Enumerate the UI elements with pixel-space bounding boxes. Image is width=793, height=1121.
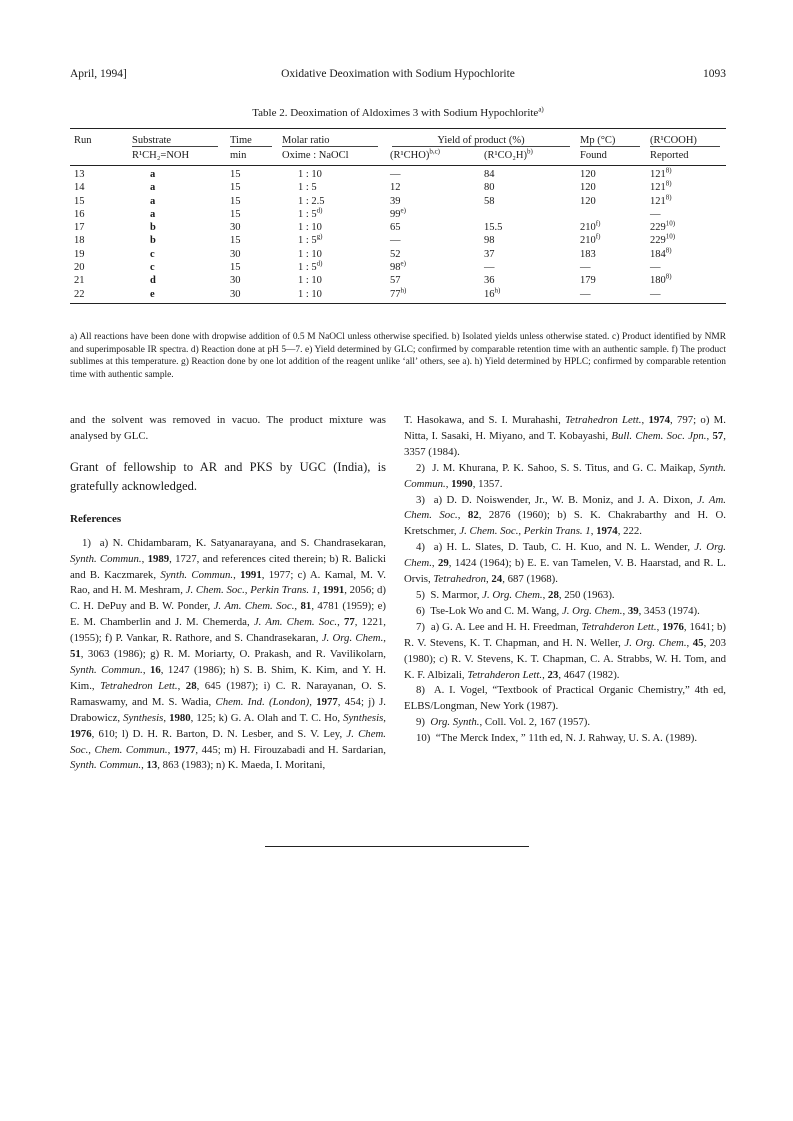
cell-mp-reported-footnote: 8) (665, 179, 672, 188)
cell-acid-yield-footnote: h) (494, 286, 501, 295)
cell-run (70, 274, 128, 287)
cell-substrate-value: d (150, 275, 156, 287)
table-header-row-1 (70, 129, 726, 149)
cell-aldehyde-yield (386, 261, 480, 274)
col-mp (576, 129, 646, 149)
col-found: Found (576, 148, 646, 166)
cell-aldehyde-yield-value: 98 (390, 262, 401, 274)
cell-acid-yield (480, 181, 576, 194)
cell-aldehyde-yield-footnote: h) (400, 286, 407, 295)
table-row (70, 195, 726, 208)
cell-substrate-value: c (150, 262, 155, 274)
cell-mp-reported-value: — (650, 262, 661, 274)
cell-substrate (128, 166, 226, 182)
cell-mp-reported-footnote: 8) (665, 166, 672, 175)
end-rule (265, 846, 529, 847)
col-time-unit: min (226, 148, 278, 166)
cell-aldehyde-yield (386, 221, 480, 234)
cell-mp-found-footnote: f) (595, 232, 601, 241)
cell-mp-reported (646, 221, 726, 234)
right-column (404, 413, 726, 747)
cell-run-value: 20 (74, 262, 85, 274)
cell-substrate (128, 274, 226, 287)
data-table (70, 128, 726, 304)
col-cho-sup: b,c) (429, 147, 441, 156)
cell-mp-found (576, 248, 646, 261)
cell-mp-reported (646, 234, 726, 247)
cell-run-value: 19 (74, 248, 85, 260)
col-time (226, 129, 278, 149)
cell-substrate (128, 248, 226, 261)
cell-run (70, 208, 128, 221)
cell-run (70, 181, 128, 194)
cell-substrate-value: b (150, 235, 156, 247)
cell-acid-yield (480, 234, 576, 247)
cell-mp-found (576, 234, 646, 247)
table-row (70, 248, 726, 261)
cell-ratio (278, 195, 386, 208)
cell-time (226, 221, 278, 234)
cell-mp-found-value: — (580, 288, 591, 300)
cell-mp-reported (646, 288, 726, 304)
reference-7: 7) a) G. A. Lee and H. H. Freedman, Tetrahderon Lett., 1976, 1641; b) R. V. Stevens, K. T. Chapman, and H. N. Weller, J. Org. Chem., 45, 203 (1980); c) R. V. Stevens, K. T. Chapman, C. A. Strabbs, W. H. Tom, and K. F. Albizali, Tetrahderon Lett., 23, 4647 (1982). (404, 620, 726, 681)
table-row (70, 166, 726, 182)
cell-mp-found (576, 221, 646, 234)
cell-time (226, 181, 278, 194)
cell-substrate-value: c (150, 248, 155, 260)
cell-mp-reported-footnote: 8) (665, 246, 672, 255)
table-row (70, 208, 726, 221)
cell-mp-reported-value: — (650, 288, 661, 300)
cell-ratio-footnote: d) (316, 259, 323, 268)
cell-acid-yield (480, 261, 576, 274)
cell-ratio-footnote: g) (316, 232, 323, 241)
cell-mp-reported (646, 274, 726, 287)
cell-acid-yield-value: 16 (484, 288, 495, 300)
cell-mp-reported-value: 229 (650, 235, 666, 247)
cell-run (70, 166, 128, 182)
cell-run-value: 22 (74, 288, 85, 300)
col-yield (386, 129, 576, 149)
cell-ratio (278, 274, 386, 287)
reference-1: 1) a) N. Chidambaram, K. Satyanarayana, and S. Chandrasekaran, Synth. Commun., 1989, 1727, and references cited therein; b) R. Balicki and B. Kaczmarek, Synth. Commun., 1991, 1977; c) A. Kamal, M. V. Rao, and H. M. Meshram, J. Chem. Soc., Perkin Trans. 1, 1991, 2056; d) C. H. DePuy and B. W. Ponder, J. Am. Chem. Soc., 81, 4781 (1959); e) E. M. Chamberlin and J. M. Chemerda, J. Am. Chem. Soc., 77, 1221, (1955); f) P. Vankar, R. Rathore, and S. Chandrasekaran, J. Org. Chem., 51, 3063 (1986); g) R. M. Moriarty, O. Prakash, and R. Vavilikolarn, Synth. Commun., 16, 1247 (1986); h) S. B. Shim, K. Kim, and Y. H. Kim., Tetrahedron Lett., 28, 645 (1987); i) C. R. Narayanan, O. S. Ramaswamy, and M. S. Wadia, Chem. Ind. (London), 1977, 454; j) J. Drabowicz, Synthesis, 1980, 125; k) G. A. Olah and T. C. Ho, Synthesis, 1976, 610; l) D. H. R. Barton, D. N. Lesber, and S. V. Ley, J. Chem. Soc., Chem. Commun., 1977, 445; m) H. Firouzabadi and H. Sardarian, Synth. Commun., 13, 863 (1983); n) K. Maeda, I. Moritani, (70, 536, 387, 772)
col-co2h-sup: b) (526, 147, 533, 156)
cell-mp-reported-footnote: 8) (665, 272, 672, 281)
reference-3: 3) a) D. D. Noiswender, Jr., W. B. Moniz, and J. A. Dixon, J. Am. Chem. Soc., 82, 2876 (1960); b) S. K. Chakrabarthy and H. O. Kretschmer, J. Chem. Soc., Perkin Trans. 1, 1974, 222. (404, 493, 726, 538)
table-row (70, 181, 726, 194)
cell-mp-reported-value: 184 (650, 248, 666, 260)
cell-ratio-value: 1 : 2.5 (298, 195, 325, 207)
cell-ratio (278, 248, 386, 261)
cell-aldehyde-yield-value: 57 (390, 275, 401, 287)
cell-run-value: 15 (74, 195, 85, 207)
cell-substrate (128, 181, 226, 194)
cell-substrate-value: b (150, 222, 156, 234)
cell-acid-yield-value: 36 (484, 275, 495, 287)
cell-ratio-footnote: d) (316, 206, 323, 215)
col-co2h (480, 148, 576, 166)
cell-mp-reported-footnote: 10) (665, 219, 676, 228)
cell-ratio-value: 1 : 5 (298, 182, 317, 194)
cell-acid-yield (480, 166, 576, 182)
cell-aldehyde-yield-value: 65 (390, 222, 401, 234)
cell-ratio-value: 1 : 5 (298, 235, 317, 247)
cell-mp-found-value: 183 (580, 248, 596, 260)
cell-mp-found (576, 195, 646, 208)
cell-run-value: 16 (74, 208, 85, 220)
cell-mp-reported-value: 180 (650, 275, 666, 287)
cell-aldehyde-yield-value: 99 (390, 208, 401, 220)
cell-ratio-value: 1 : 10 (298, 222, 322, 234)
cell-run (70, 248, 128, 261)
cell-mp-found-value: 179 (580, 275, 596, 287)
cell-mp-found-footnote: f) (595, 219, 601, 228)
left-column (70, 413, 386, 774)
cell-time-value: 15 (230, 182, 241, 194)
cell-ratio (278, 208, 386, 221)
col-ratio-label: Molar ratio (282, 135, 378, 147)
col-ratio-sub: Oxime : NaOCl (278, 148, 386, 166)
cell-substrate (128, 195, 226, 208)
col-mp-label: Mp (°C) (580, 135, 640, 147)
cell-substrate (128, 234, 226, 247)
table-footnotes: a) All reactions have been done with dropwise addition of 0.5 M NaOCl unless otherwise specified. b) Isolated yields unless otherwise stated. c) Product identified by NMR and superimposable IR spectra. d) Reaction done at pH 5—7. e) Yield determined by GLC; confirmed by comparable retention time with an authentic sample. f) The product sublimes at this temperature. g) Reaction done by one lot addition of the reagent unlike ‘all’ others, see a). h) Yield determined by HPLC; confirmed by comparable retention time with authentic sample. (70, 332, 726, 380)
cell-ratio (278, 234, 386, 247)
cell-acid-yield-value: 58 (484, 195, 495, 207)
cell-acid-yield (480, 248, 576, 261)
cell-acid-yield (480, 288, 576, 304)
cell-mp-found-value: 210 (580, 222, 596, 234)
cell-substrate (128, 221, 226, 234)
cell-mp-found-value: 120 (580, 169, 596, 180)
cell-time (226, 248, 278, 261)
cell-mp-found-value: 120 (580, 195, 596, 207)
cell-substrate (128, 261, 226, 274)
cell-mp-reported-footnote: 10) (665, 232, 676, 241)
table-row (70, 288, 726, 304)
cell-run-value: 17 (74, 222, 85, 234)
reference-9: 9) Org. Synth., Coll. Vol. 2, 167 (1957). (416, 716, 591, 729)
cell-ratio-value: 1 : 5 (298, 208, 317, 220)
cell-acid-yield (480, 195, 576, 208)
cell-acid-yield-value: 84 (484, 169, 495, 180)
col-time-label: Time (230, 135, 272, 147)
cell-run-value: 14 (74, 182, 85, 194)
cell-mp-found (576, 208, 646, 221)
cell-ratio-value: 1 : 10 (298, 169, 322, 180)
cell-time-value: 15 (230, 195, 241, 207)
cell-substrate-value: a (150, 195, 156, 207)
table-row (70, 274, 726, 287)
cell-ratio-value: 1 : 10 (298, 288, 322, 300)
reference-2: 2) J. M. Khurana, P. K. Sahoo, S. S. Titus, and G. C. Maikap, Synth. Commun., 1990, 1357. (404, 461, 726, 490)
cell-mp-found-value: 120 (580, 182, 596, 194)
col-substrate (128, 129, 226, 149)
reference-4: 4) a) H. L. Slates, D. Taub, C. H. Kuo, and N. L. Wender, J. Org. Chem., 29, 1424 (1964); b) E. E. van Tamelen, V. B. Haarstad, and R. L. Orvis, Tetrahedron, 24, 687 (1968). (404, 541, 727, 586)
acknowledgement: Grant of fellowship to AR and PKS by UGC (India), is gratefully acknowledged. (70, 459, 386, 493)
cell-aldehyde-yield-value: — (390, 169, 401, 180)
cell-run (70, 261, 128, 274)
cell-acid-yield-value: 37 (484, 248, 495, 260)
cell-mp-found (576, 181, 646, 194)
page-number: 1093 (703, 68, 726, 80)
cell-aldehyde-yield-value: 77 (390, 288, 401, 300)
cell-run (70, 221, 128, 234)
cell-time (226, 208, 278, 221)
cell-aldehyde-yield-value: 52 (390, 248, 401, 260)
cell-mp-reported-value: — (650, 208, 661, 220)
running-header (70, 68, 726, 84)
references-heading: References (70, 512, 122, 525)
cell-aldehyde-yield-value: 39 (390, 195, 401, 207)
cell-time (226, 274, 278, 287)
cell-time (226, 288, 278, 304)
cell-substrate-value: a (150, 169, 156, 180)
cell-acid-yield (480, 208, 576, 221)
cell-aldehyde-yield-footnote: e) (400, 206, 406, 215)
reference-5: 5) S. Marmor, J. Org. Chem., 28, 250 (1963). (416, 588, 615, 601)
cell-time (226, 234, 278, 247)
cell-aldehyde-yield (386, 166, 480, 182)
cell-ratio (278, 221, 386, 234)
cell-mp-reported-value: 229 (650, 222, 666, 234)
col-run: Run (70, 129, 128, 149)
cell-time-value: 30 (230, 222, 241, 234)
cell-time-value: 15 (230, 208, 241, 220)
cell-run (70, 288, 128, 304)
cell-ratio (278, 181, 386, 194)
cell-time-value: 15 (230, 235, 241, 247)
cell-mp-found (576, 274, 646, 287)
cell-time (226, 261, 278, 274)
cell-aldehyde-yield (386, 208, 480, 221)
cell-time-value: 15 (230, 169, 241, 180)
cell-ratio-value: 1 : 5 (298, 262, 317, 274)
cell-run-value: 18 (74, 235, 85, 247)
cell-substrate-value: a (150, 182, 156, 194)
cell-time (226, 195, 278, 208)
cell-aldehyde-yield (386, 181, 480, 194)
col-cho-label: (R¹CHO) (390, 150, 430, 161)
cell-run (70, 195, 128, 208)
col-reported-top-label: (R¹COOH) (650, 135, 720, 147)
cell-acid-yield (480, 221, 576, 234)
cell-mp-reported (646, 166, 726, 182)
cell-mp-reported-footnote: 8) (665, 193, 672, 202)
cell-aldehyde-yield (386, 288, 480, 304)
table-caption (70, 107, 726, 119)
reference-1-cont: T. Hasokawa, and S. I. Murahashi, Tetrahedron Lett., 1974, 797; o) M. Nitta, I. Sasaki, H. Miyano, and T. Kobayashi, Bull. Chem. Soc. Jpn., 57, 3357 (1984). (404, 414, 726, 458)
cell-mp-found-value: 210 (580, 235, 596, 247)
col-ratio (278, 129, 386, 149)
cell-acid-yield-value: — (484, 262, 495, 274)
cell-ratio-value: 1 : 10 (298, 248, 322, 260)
cell-aldehyde-yield (386, 234, 480, 247)
cell-mp-reported (646, 195, 726, 208)
cell-mp-found (576, 166, 646, 182)
experimental-continuation: and the solvent was removed in vacuo. The product mixture was analysed by GLC. (70, 414, 386, 442)
table-caption-sup: a) (538, 105, 544, 114)
table-header-row-2 (70, 148, 726, 166)
cell-mp-reported-value: 121 (650, 195, 666, 207)
reference-6: 6) Tse-Lok Wo and C. M. Wang, J. Org. Chem., 39, 3453 (1974). (416, 604, 700, 617)
cell-mp-reported-value: 121 (650, 169, 666, 180)
table-row (70, 234, 726, 247)
reference-8: 8) A. I. Vogel, “Textbook of Practical Organic Chemistry,” 4th ed, ELBS/Longman, New York (1987). (404, 684, 726, 713)
col-reported: Reported (646, 148, 726, 166)
cell-run-value: 13 (74, 169, 85, 180)
cell-acid-yield-value: 98 (484, 235, 495, 247)
cell-mp-reported (646, 248, 726, 261)
header-title: Oxidative Deoximation with Sodium Hypochlorite (281, 68, 515, 80)
cell-mp-reported-value: 121 (650, 182, 666, 194)
cell-run-value: 21 (74, 275, 85, 287)
reference-10: 10) “The Merck Index, ” 11th ed, N. J. Rahway, U. S. A. (1989). (416, 732, 698, 745)
cell-time-value: 30 (230, 275, 241, 287)
cell-aldehyde-yield-value: 12 (390, 182, 401, 194)
table-row (70, 261, 726, 274)
cell-acid-yield-value: 15.5 (484, 222, 503, 234)
cell-mp-found (576, 261, 646, 274)
cell-time-value: 15 (230, 262, 241, 274)
cell-run (70, 234, 128, 247)
header-date: April, 1994] (70, 68, 127, 80)
cell-aldehyde-yield-value: — (390, 235, 401, 247)
cell-time-value: 30 (230, 288, 241, 300)
col-substrate-label: Substrate (132, 135, 218, 147)
cell-aldehyde-yield-footnote: e) (400, 259, 406, 268)
table-caption-text: Table 2. Deoximation of Aldoximes 3 with Sodium Hypochlorite (252, 107, 539, 119)
cell-ratio-value: 1 : 10 (298, 275, 322, 287)
cell-substrate (128, 288, 226, 304)
cell-substrate (128, 208, 226, 221)
cell-mp-reported (646, 261, 726, 274)
cell-time (226, 166, 278, 182)
col-substrate-formula: R¹CH₂=NOH (128, 148, 226, 166)
cell-substrate-value: e (150, 288, 155, 300)
cell-substrate-value: a (150, 208, 156, 220)
cell-mp-found (576, 288, 646, 304)
cell-acid-yield-value: 80 (484, 182, 495, 194)
cell-time-value: 30 (230, 248, 241, 260)
table-row (70, 221, 726, 234)
cell-ratio (278, 261, 386, 274)
cell-mp-reported (646, 208, 726, 221)
col-yield-label: Yield of product (%) (392, 135, 570, 147)
col-cho (386, 148, 480, 166)
cell-mp-reported (646, 181, 726, 194)
table-body (70, 166, 726, 304)
col-reported-top (646, 129, 726, 149)
cell-mp-found-value: — (580, 262, 591, 274)
cell-ratio (278, 166, 386, 182)
cell-ratio (278, 288, 386, 304)
col-co2h-label: (R¹CO₂H) (484, 150, 527, 161)
